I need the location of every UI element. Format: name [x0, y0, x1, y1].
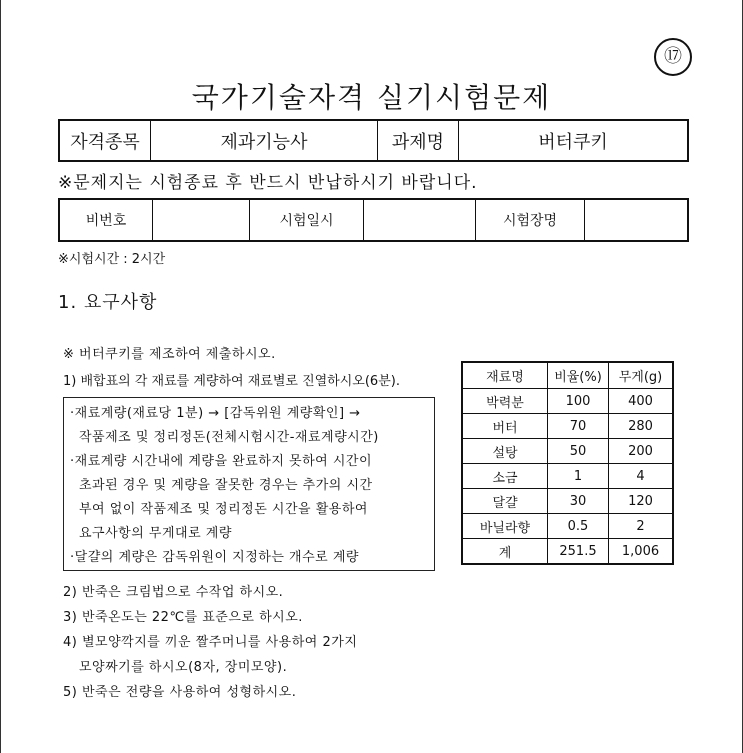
- ingredient-weight: 2: [609, 514, 674, 539]
- table-row: [462, 389, 673, 414]
- ingredient-weight: 200: [609, 439, 674, 464]
- requirement-1: 1) 배합표의 각 재료를 계량하여 재료별로 진열하시오(6분).: [63, 374, 400, 389]
- ingredient-weight: 280: [609, 414, 674, 439]
- rule-line: 작품제조 및 정리정돈(전체시험시간-재료계량시간): [79, 430, 379, 445]
- ingredient-ratio: 30: [548, 489, 609, 514]
- task-intro: ※ 버터쿠키를 제조하여 제출하시오.: [63, 347, 276, 362]
- code-label: 비번호: [59, 199, 153, 241]
- total-row: [462, 539, 673, 565]
- requirement-4: 4) 별모양깍지를 끼운 짤주머니를 사용하여 2가지: [63, 635, 358, 650]
- place-label: 시험장명: [476, 199, 585, 241]
- total-ratio: 251.5: [548, 539, 609, 565]
- ingredient-name: 버터: [462, 414, 548, 439]
- exam-time-note: ※시험시간 : 2시간: [58, 252, 166, 267]
- qualification-value: 제과기능사: [151, 120, 378, 161]
- section-title: 1. 요구사항: [58, 292, 158, 313]
- rule-line: ·달걀의 계량은 감독위원이 지정하는 개수로 계량: [70, 550, 359, 565]
- return-notice: ※문제지는 시험종료 후 반드시 반납하시기 바랍니다.: [58, 173, 478, 193]
- qualification-label: 자격종목: [59, 120, 151, 161]
- ingredient-weight: 120: [609, 489, 674, 514]
- table-row: [462, 414, 673, 439]
- ingredient-name: 박력분: [462, 389, 548, 414]
- ingredient-ratio: 70: [548, 414, 609, 439]
- rule-line: 초과된 경우 및 계량을 잘못한 경우는 추가의 시간: [79, 478, 373, 493]
- ingredient-weight: 400: [609, 389, 674, 414]
- table-row: [462, 464, 673, 489]
- place-field[interactable]: [585, 199, 689, 241]
- candidate-info-table: [58, 198, 689, 242]
- total-weight: 1,006: [609, 539, 674, 565]
- code-field[interactable]: [153, 199, 250, 241]
- weighing-rules-box: [63, 397, 435, 571]
- ingredient-name: 소금: [462, 464, 548, 489]
- header-weight: 무게(g): [609, 362, 674, 389]
- qualification-table: [58, 119, 689, 162]
- table-row: [462, 489, 673, 514]
- requirement-2: 2) 반죽은 크림법으로 수작업 하시오.: [63, 585, 284, 600]
- page-number-badge: ⑰: [654, 38, 692, 76]
- task-value: 버터쿠키: [459, 120, 689, 161]
- requirements-list: [63, 580, 357, 705]
- ingredient-ratio: 1: [548, 464, 609, 489]
- rule-line: ·재료계량 시간내에 계량을 완료하지 못하여 시간이: [70, 454, 373, 469]
- ingredient-ratio: 100: [548, 389, 609, 414]
- ingredient-weight: 4: [609, 464, 674, 489]
- rule-line: 부여 없이 작품제조 및 정리정돈 시간을 활용하여: [79, 502, 368, 517]
- requirement-4-cont: 모양짜기를 하시오(8자, 장미모양).: [79, 660, 288, 675]
- recipe-header-row: [462, 362, 673, 389]
- rule-line: 요구사항의 무게대로 계량: [79, 526, 232, 541]
- table-row: [462, 514, 673, 539]
- requirement-5: 5) 반죽은 전량을 사용하여 성형하시오.: [63, 685, 297, 700]
- ingredient-name: 달걀: [462, 489, 548, 514]
- task-label: 과제명: [378, 120, 459, 161]
- date-field[interactable]: [364, 199, 476, 241]
- header-ingredient: 재료명: [462, 362, 548, 389]
- recipe-table: [461, 361, 674, 565]
- header-ratio: 비율(%): [548, 362, 609, 389]
- ingredient-ratio: 0.5: [548, 514, 609, 539]
- rule-line: ·재료계량(재료당 1분) → [감독위원 계량확인] →: [70, 406, 361, 421]
- document-title: 국가기술자격 실기시험문제: [191, 81, 552, 114]
- total-label: 계: [462, 539, 548, 565]
- table-row: [462, 439, 673, 464]
- ingredient-ratio: 50: [548, 439, 609, 464]
- ingredient-name: 바닐라향: [462, 514, 548, 539]
- requirement-3: 3) 반죽온도는 22℃를 표준으로 하시오.: [63, 610, 303, 625]
- date-label: 시험일시: [250, 199, 364, 241]
- ingredient-name: 설탕: [462, 439, 548, 464]
